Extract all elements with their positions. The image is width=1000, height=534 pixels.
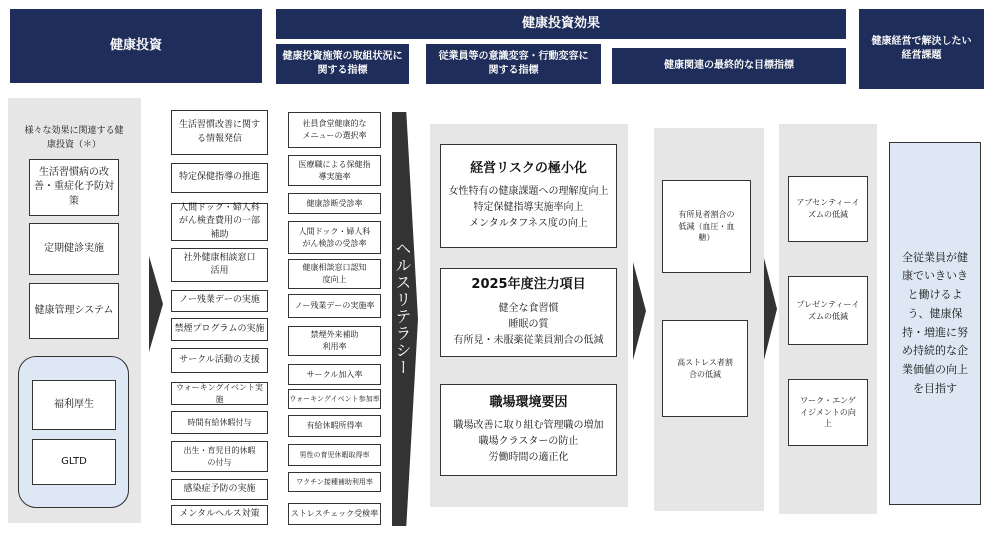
- initiative-item: 特定保健指導の推進: [171, 163, 268, 193]
- final-a-item: 有所見者割合の低減（血圧・血糖）: [662, 180, 751, 273]
- behavior-box-workplace: [440, 384, 617, 476]
- initiative-item: ウォーキングイベント実施: [171, 382, 268, 405]
- goal-box: 全従業員が健康でいきいきと働けるよう、健康保持・増進に努め持続的な企業価値の向上を目指す: [889, 142, 981, 505]
- indicator-item: ストレスチェック受検率: [288, 503, 381, 525]
- behavior-line: 有所見・未服薬従業員割合の低減: [453, 334, 604, 346]
- behavior-title: 職場環境要因: [489, 394, 568, 410]
- initiative-item: 出生・育児目的休暇の付与: [171, 441, 268, 472]
- behavior-line: 職場改善に取り組む管理職の増加: [453, 420, 604, 432]
- indicator-item: ウォーキングイベント参加率: [288, 389, 381, 409]
- final-a-item: 高ストレス者割合の低減: [662, 320, 748, 417]
- final-b-item: アブセンティーイズムの低減: [788, 176, 868, 242]
- final-b-item: プレゼンティーイズムの低減: [788, 276, 868, 345]
- indicator-item: 医療職による保健指導実施率: [288, 155, 381, 186]
- initiative-item: 人間ドック・婦人科がん検査費用の一部補助: [171, 203, 268, 241]
- header-management-issue: 健康経営で解決したい経営課題: [859, 9, 984, 89]
- behavior-box-risk: [440, 144, 617, 248]
- arrow-right-2: [633, 262, 646, 360]
- behavior-title: 経営リスクの極小化: [470, 160, 587, 176]
- welfare-item: 福利厚生: [32, 380, 116, 430]
- behavior-line: 特定保健指導実施率向上: [473, 202, 584, 214]
- header-health-investment: 健康投資: [10, 9, 262, 83]
- initiative-item: ノー残業デーの実施: [171, 290, 268, 312]
- indicator-item: 健康診断受診率: [288, 193, 381, 214]
- health-literacy-label: ヘルスリテラシー: [393, 240, 412, 376]
- behavior-line: 健全な食習慣: [498, 302, 559, 314]
- behavior-line: 職場クラスターの防止: [478, 436, 579, 448]
- investment-item-checkup: 定期健診実施: [29, 223, 119, 275]
- indicator-item: 社員食堂健康的なメニューの選択率: [288, 112, 381, 148]
- arrow-right-1: [149, 256, 163, 352]
- indicator-item: 健康相談窓口認知度向上: [288, 259, 381, 289]
- initiative-item: 社外健康相談窓口活用: [171, 248, 268, 282]
- investment-note: 様々な効果に関連する健康投資（＊）: [24, 126, 124, 151]
- header-initiative-metrics: 健康投資施策の取組状況に関する指標: [276, 44, 409, 84]
- indicator-item: ノー残業デーの実施率: [288, 294, 381, 318]
- final-b-item: ワーク・エンゲイジメントの向上: [788, 379, 868, 446]
- header-health-investment-effect: 健康投資効果: [276, 9, 846, 39]
- gltd-item: GLTD: [32, 439, 116, 485]
- indicator-item: ワクチン接種補助利用率: [288, 472, 381, 492]
- header-behavior-metrics: 従業員等の意識変容・行動変容に関する指標: [426, 44, 601, 84]
- indicator-item: サークル加入率: [288, 364, 381, 385]
- initiative-item: サークル活動の支援: [171, 348, 268, 373]
- indicator-item: 禁煙外来補助利用率: [288, 326, 381, 356]
- initiative-item: メンタルヘルス対策: [171, 505, 268, 525]
- initiative-item: 生活習慣改善に関する情報発信: [171, 110, 268, 155]
- investment-item-lifestyle: 生活習慣病の改善・重症化予防対策: [29, 159, 119, 216]
- indicator-item: 有給休暇所得率: [288, 415, 381, 437]
- initiative-item: 禁煙プログラムの実施: [171, 318, 268, 341]
- header-final-metrics: 健康関連の最終的な目標指標: [612, 48, 846, 84]
- behavior-line: 睡眠の質: [508, 318, 549, 330]
- behavior-box-2025: [440, 268, 617, 357]
- behavior-line: メンタルタフネス度の向上: [469, 218, 588, 230]
- initiative-item: 時間有給休暇付与: [171, 411, 268, 434]
- investment-item-system: 健康管理システム: [29, 283, 119, 339]
- welfare-group: [18, 356, 129, 508]
- behavior-title: 2025年度注力項目: [471, 277, 586, 293]
- behavior-line: 労働時間の適正化: [488, 452, 569, 464]
- behavior-line: 女性特有の健康課題への理解度向上: [448, 186, 609, 198]
- indicator-item: 男性の育児休暇取得率: [288, 444, 381, 466]
- initiative-item: 感染症予防の実施: [171, 479, 268, 500]
- arrow-right-3: [764, 258, 777, 360]
- indicator-item: 人間ドック・婦人科がん検診の受診率: [288, 221, 381, 254]
